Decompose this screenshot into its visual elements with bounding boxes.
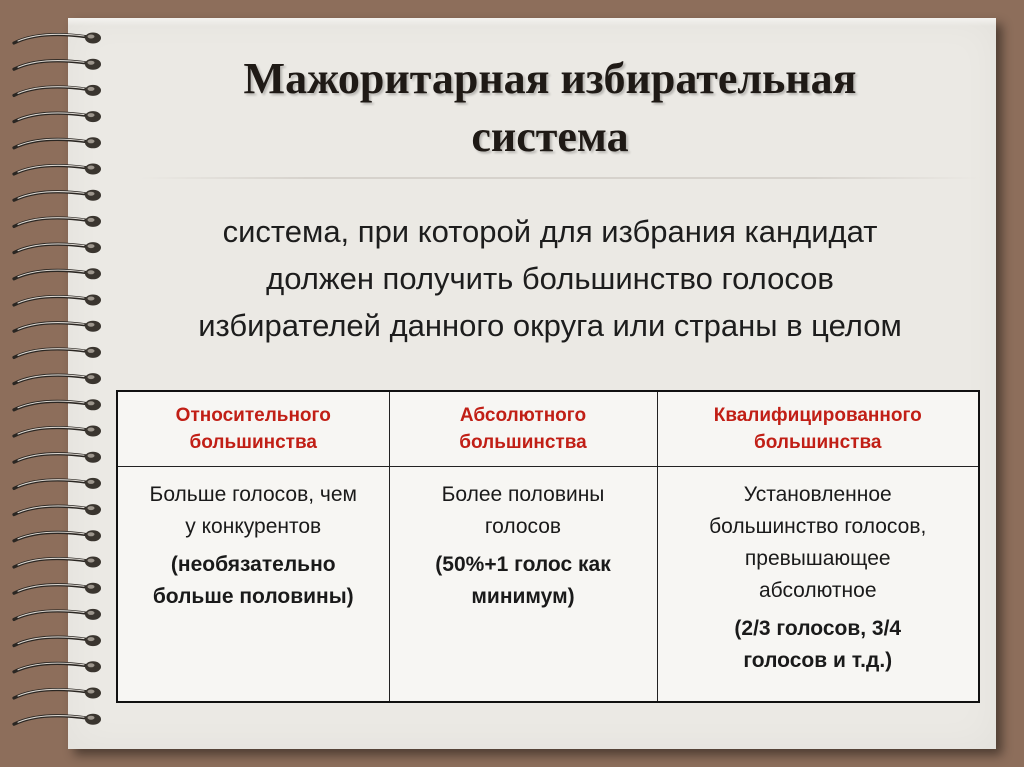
spiral-coil <box>14 347 101 358</box>
spiral-coil <box>14 478 101 489</box>
cell-text: голосов <box>484 515 562 538</box>
title-line-2: система <box>471 112 629 161</box>
cell-note <box>398 549 649 613</box>
spiral-coil <box>14 33 101 44</box>
cell-qualified-majority <box>657 467 979 703</box>
cell-text: Более половины <box>441 483 605 506</box>
header-relative-majority <box>117 391 389 467</box>
spiral-coil <box>14 242 101 253</box>
spiral-coil <box>14 164 101 175</box>
spiral-coil <box>14 609 101 620</box>
spiral-coil <box>14 504 101 515</box>
spiral-coil <box>14 583 101 594</box>
spiral-coil <box>14 321 101 332</box>
table-row <box>117 467 979 703</box>
spiral-coil <box>14 452 101 463</box>
spiral-coil <box>14 426 101 437</box>
title-divider <box>140 177 980 179</box>
table-header-row <box>117 391 979 467</box>
header-line: большинства <box>459 432 587 453</box>
cell-text: Установленное <box>743 483 892 506</box>
spiral-coil <box>14 530 101 541</box>
definition-text <box>120 208 980 349</box>
cell-text: абсолютное <box>758 579 877 602</box>
header-absolute-majority <box>389 391 657 467</box>
spiral-coil <box>14 661 101 672</box>
spiral-coil <box>14 268 101 279</box>
spiral-coil <box>14 111 101 122</box>
spiral-coil <box>14 295 101 306</box>
definition-line-3: избирателей данного округа или страны в целом <box>198 308 902 343</box>
cell-note-line: больше половины) <box>152 585 354 608</box>
spiral-coil <box>14 59 101 70</box>
spiral-coil <box>14 190 101 201</box>
spiral-coil <box>14 137 101 148</box>
spiral-coil <box>14 399 101 410</box>
cell-text: Больше голосов, чем <box>149 483 357 506</box>
header-line: Абсолютного <box>459 405 587 426</box>
cell-text: большинство голосов, <box>709 515 927 538</box>
cell-note-line: (необязательно <box>170 553 336 576</box>
spiral-coil <box>14 373 101 384</box>
spiral-coil <box>14 216 101 227</box>
spiral-coil <box>14 85 101 96</box>
cell-absolute-majority <box>389 467 657 703</box>
spiral-coil <box>14 688 101 699</box>
spiral-coil <box>14 557 101 568</box>
header-line: большинства <box>189 432 317 453</box>
definition-line-2: должен получить большинство голосов <box>266 261 834 296</box>
spiral-coil <box>14 635 101 646</box>
cell-note-line: голосов и т.д.) <box>743 649 893 672</box>
cell-text: превышающее <box>744 547 891 570</box>
cell-note-line: минимум) <box>471 585 575 608</box>
spiral-coil <box>14 714 101 725</box>
cell-note <box>126 549 381 613</box>
cell-note-line: (2/3 голосов, 3/4 <box>734 617 902 640</box>
cell-relative-majority <box>117 467 389 703</box>
header-qualified-majority <box>657 391 979 467</box>
header-line: большинства <box>754 432 882 453</box>
cell-note-line: (50%+1 голос как <box>435 553 611 576</box>
majority-types-table <box>116 390 980 703</box>
header-line: Относительного <box>175 405 331 426</box>
definition-line-1: система, при которой для избрания кандидат <box>222 214 878 249</box>
slide-title <box>140 50 960 166</box>
page-highlight <box>68 18 996 26</box>
cell-text: у конкурентов <box>185 515 322 538</box>
spiral-binding-icon <box>10 26 110 746</box>
cell-note <box>666 613 971 677</box>
title-line-1: Мажоритарная избирательная <box>243 54 857 103</box>
header-line: Квалифицированного <box>713 405 922 426</box>
